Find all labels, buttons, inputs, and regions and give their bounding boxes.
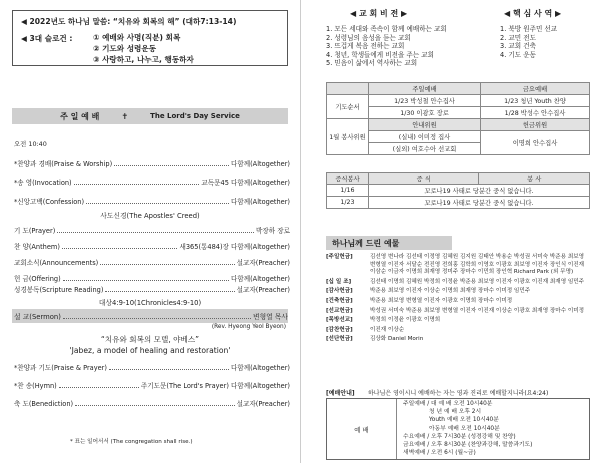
offering-row: [선단헌금] 김상화 Daniel Morin [326, 336, 424, 343]
order-item: 성경봉독(Scripture Reading) 설교자(Preacher) [14, 286, 290, 294]
week-label: 1월 봉사위원 [327, 119, 369, 155]
schedule-item: 주일예배 / 대 예 배 오전 10시40분 [403, 401, 493, 407]
schedule-item: 새벽예배 / 오전 6시 (월~금) [403, 450, 476, 457]
offering-row: [감찬헌금] 이진재 이상순 [326, 326, 405, 333]
notice-text: 하나님은 영이시니 예배하는 자는 영과 진리로 예배할지니라(요4:24) [368, 390, 549, 397]
schedule-list [397, 399, 589, 459]
core-item: 3. 교회 건축 [500, 42, 536, 51]
vision-item: 1. 모든 세대와 족속이 함께 예배하는 교회 [326, 25, 447, 33]
order-item: 축 도(Benediction) 설교자(Preacher) [14, 400, 290, 408]
core-item: 4. 기도 운동 [500, 50, 536, 59]
offering-row: [건축헌금] 박준용 최보영 변형열 이진자 이광호 이명희 장마수 이미정 [326, 297, 513, 304]
schedule-box [326, 398, 590, 460]
order-item: 기 도(Prayer) 박장하 장로 [14, 227, 290, 235]
offering-title: 하나님께 드린 예물 [326, 236, 452, 250]
core-list [500, 25, 557, 59]
vision-item: 2. 성령님의 음성을 듣는 교회 [326, 33, 411, 42]
slogan-item: ① 예배와 사명(직분) 회복 [93, 33, 181, 42]
notice-label: [예배안내] [326, 390, 355, 397]
slogans [21, 33, 279, 65]
sermon-label: 설 교(Sermon) [14, 313, 61, 321]
offering-row: [목방선교] 박정희 이정윤 이광호 이명희 [326, 317, 441, 324]
vision-item: 4. 청년, 학생들에게 비전을 주는 교회 [326, 50, 435, 59]
service-roster-table: 주일예배 금요예배 기도순서 1/23 박성철 안수집사 1/23 청년 Youth 찬양 1/30 이광호 장로 1/28 박성수 안수집사 1월 봉사위원 안내위원 헌금위원 (실내) 이미정 집사 이명희 안수집사 (실외) 여호수아 선교회 [326, 82, 590, 155]
schedule-item: 청 년 예 배 오후 2시 [429, 409, 482, 416]
slogan-label: ◀ 3대 슬로건 : [21, 34, 73, 43]
sermon-row [14, 311, 288, 321]
prayer-label: 기도순서 [327, 95, 369, 119]
order-item: *신앙고백(Confession) 다함께(Altogether) [14, 198, 290, 206]
offering-row: [십 일 조] 김선태 이명희 김혜원 박정희 이정윤 박준용 최보영 이진자 이광호 이진재 최재영 임민주 [326, 278, 585, 285]
rise-footnote: * 표는 일어서서 (The congregation shall rise.) [70, 439, 193, 445]
worship-time: 오전 10:40 [14, 140, 47, 148]
vision-list [326, 25, 447, 68]
core-item: 2. 교민 전도 [500, 33, 536, 42]
schedule-item: 금요예배 / 오후 8시30분 (찬양과강해, 말씀과기도) [403, 442, 533, 449]
roster-head: 헌금위원 [481, 119, 590, 131]
preacher-name-en: (Rev. Hyeong Yeol Byeon) [211, 324, 286, 330]
schedule-label: 예 배 [327, 399, 397, 459]
offering-row: [선교헌금] 박성권 서미숙 박준용 최보영 변형열 이진자 이진재 이상순 이광호 최재영 장마수 이미정 [326, 307, 585, 314]
order-item: *찬 송(Hymn) 주기도문(The Lord's Prayer) 다함께(Altogether) [14, 382, 290, 390]
vision-item: 3. 뜨겁게 복음 전하는 교회 [326, 42, 405, 51]
schedule-item: Youth 예배 오전 10시40분 [429, 417, 499, 424]
vision-item: 5. 믿음이 삶에서 역사하는 교회 [326, 59, 418, 68]
offering-row: [주일헌금] 김선영 변나라 김선태 이정영 김혜원 김지원 김태안 박용순 박성권 서미숙 박준용 최보영 변형열 이진자 서달순 전진영 전희홍 김학희 이영호 이광호 최보영 이진자 장인식 이진재 이삼순 이금자 이명희 최재영 정미주 장마수 이민희 장인혁 Richard Park (외 무명) [326, 254, 585, 276]
slogan-item: ③ 사랑하고, 나누고, 행동하자 [93, 54, 194, 64]
vision-title: ◀ 교 회 비 전 ▶ [350, 9, 408, 18]
lunch-service-table: 증식봉사 증 식 봉 사 1/16 꼬로나19 사태로 당분간 중식 없습니다. 1/23 꼬로나19 사태로 당분간 중식 없습니다. [326, 172, 590, 209]
core-title: ◀ 핵 심 사 역 ▶ [504, 9, 562, 18]
schedule-item: 아동부 예배 오전 10시40분 [429, 425, 500, 432]
roster-head: 금요예배 [481, 83, 590, 95]
core-item: 1. 북방 원주민 선교 [500, 25, 558, 33]
scripture-reference: 대상4:9-10(1Chronicles4:9-10) [98, 299, 202, 307]
worship-header [12, 108, 288, 124]
offering-list [326, 254, 590, 346]
creed-label: 사도신경(The Apostles' Creed) [100, 212, 200, 220]
offering-row: [감사헌금] 박준용 최보영 이진자 이상순 이명희 최재영 장마수 이미정 임민주 [326, 288, 531, 295]
worship-notice [326, 388, 590, 397]
sermon-title-en: 'Jabez, a model of healing and restoration' [69, 346, 231, 355]
year-theme: ◀ 2022년도 하나님 말씀: “치유와 회복의 해” (대하7:13-14) [21, 17, 237, 26]
order-item: 헌 금(Offering) 다함께(Altogether) [14, 275, 290, 283]
order-item: *찬양과 경배(Praise & Worship) 다함께(Altogether) [14, 160, 290, 168]
cross-icon: ✝ [121, 111, 129, 121]
order-item: *찬양과 기도(Praise & Prayer) 다함께(Altogether) [14, 364, 290, 372]
worship-title-en: The Lord's Day Service [150, 112, 240, 120]
worship-title: 주 일 예 배 [60, 111, 100, 121]
order-item: 교회소식(Announcements) 설교자(Preacher) [14, 259, 290, 267]
slogan-item: ② 기도와 성령운동 [93, 43, 157, 53]
order-item: *송 영(Invocation) 교독문45 다함께(Altogether) [14, 179, 290, 187]
roster-head: 안내위원 [369, 119, 481, 131]
roster-head: 주일예배 [369, 83, 481, 95]
theme-box [12, 10, 288, 66]
sermon-title-ko: “치유와 회복의 모델, 야베스” [100, 335, 200, 344]
order-item: 찬 양(Anthem) 새365(통484)장 다함께(Altogether) [14, 243, 290, 251]
schedule-item: 수요예배 / 오후 7시30분 (성경강해 및 찬양) [403, 433, 516, 440]
preacher-name: 변형열 목사 [253, 313, 288, 321]
